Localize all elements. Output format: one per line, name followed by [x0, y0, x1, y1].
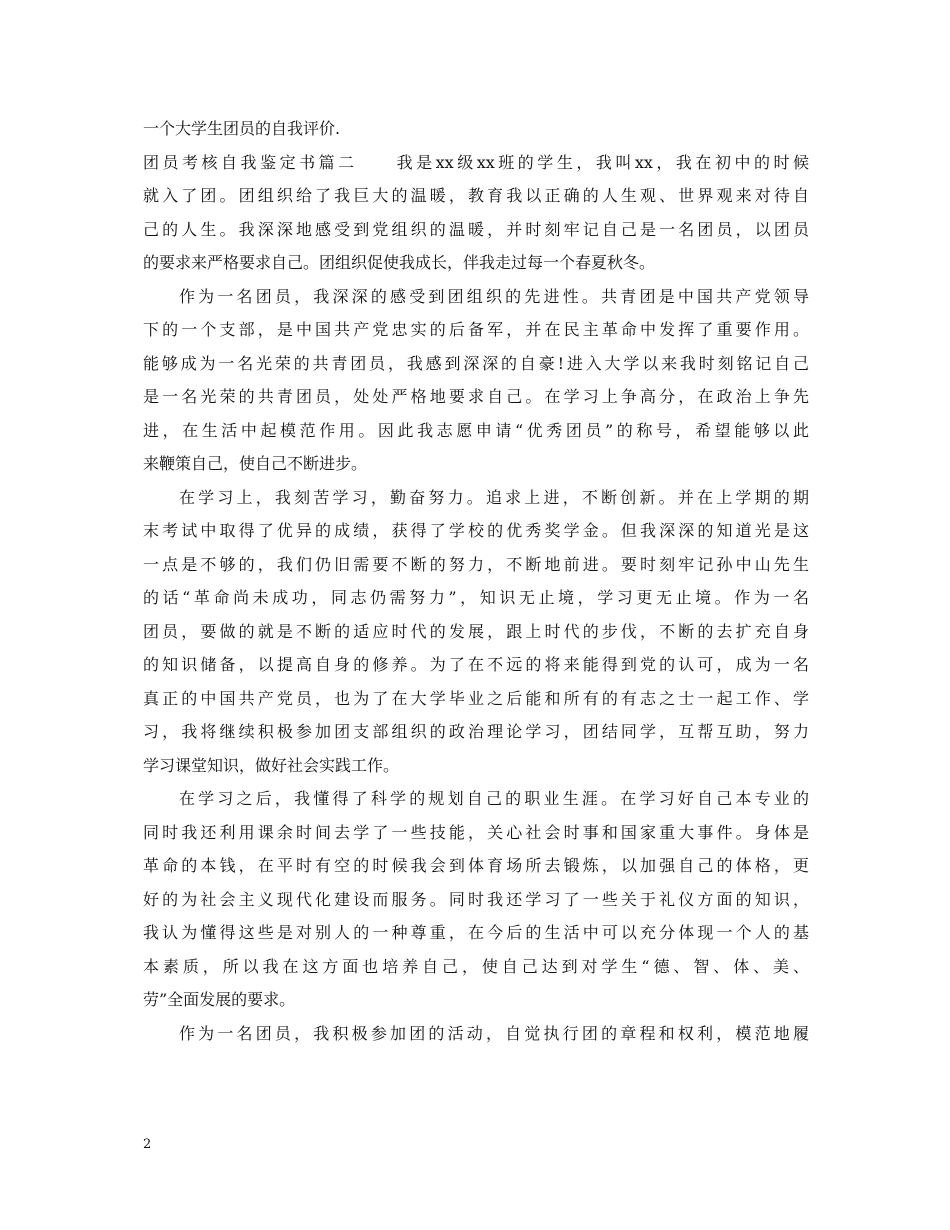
text-line: 己的人生。我深深地感受到党组织的温暖，并时刻牢记自己是一名团员，以团员 — [143, 220, 809, 239]
text-line: 团员考核自我鉴定书篇二 我是xx级xx班的学生，我叫xx，我在初中的时候 — [143, 153, 809, 172]
text-line: 作为一名团员，我深深的感受到团组织的先进性。共青团是中国共产党领导 — [179, 287, 809, 306]
text-line: 在学习之后，我懂得了科学的规划自己的职业生涯。在学习好自己本专业的 — [179, 789, 809, 808]
text-line: 末考试中取得了优异的成绩，获得了学校的优秀奖学金。但我深深的知道光是这 — [143, 521, 809, 540]
page-number: 2 — [143, 1137, 152, 1152]
text-line: 真正的中国共产党员，也为了在大学毕业之后能和所有的有志之士一起工作、学 — [143, 689, 809, 708]
text-line: 一个大学生团员的自我评价. — [143, 119, 341, 138]
text-line: 同时我还利用课余时间去学了一些技能，关心社会时事和国家重大事件。身体是 — [143, 823, 809, 842]
text-line: 革命的本钱，在平时有空的时候我会到体育场所去锻炼，以加强自己的体格，更 — [143, 856, 809, 875]
text-line: 习，我将继续积极参加团支部组织的政治理论学习，团结同学，互帮互助，努力 — [143, 722, 809, 741]
text-line: 作为一名团员，我积极参加团的活动，自觉执行团的章程和权利，模范地履 — [179, 1024, 809, 1043]
text-line: 就入了团。团组织给了我巨大的温暖，教育我以正确的人生观、世界观来对待自 — [143, 186, 809, 205]
text-line: 进，在生活中起模范作用。因此我志愿申请“优秀团员”的称号，希望能够以此 — [143, 421, 809, 440]
text-line: 团员，要做的就是不断的适应时代的发展，跟上时代的步伐，不断的去扩充自身 — [143, 622, 809, 641]
text-line: 我认为懂得这些是对别人的一种尊重，在今后的生活中可以充分体现一个人的基 — [143, 923, 809, 942]
text-line: 是一名光荣的共青团员，处处严格地要求自己。在学习上争高分，在政治上争先 — [143, 387, 809, 406]
text-line: 的知识储备，以提高自身的修养。为了在不远的将来能得到党的认可，成为一名 — [143, 655, 809, 674]
text-line: 学习课堂知识，做好社会实践工作。 — [143, 756, 400, 775]
text-line: 劳”全面发展的要求。 — [143, 990, 296, 1009]
text-line: 下的一个支部，是中国共产党忠实的后备军，并在民主革命中发挥了重要作用。 — [143, 320, 809, 339]
text-line: 在学习上，我刻苦学习，勤奋努力。追求上进，不断创新。并在上学期的期 — [179, 488, 809, 507]
text-line: 的话“革命尚未成功，同志仍需努力”，知识无止境，学习更无止境。作为一名 — [143, 588, 809, 607]
text-line: 的要求来严格要求自己。团组织促使我成长，伴我走过每一个春夏秋冬。 — [143, 253, 656, 272]
text-line: 本素质，所以我在这方面也培养自己，使自己达到对学生“德、智、体、美、 — [143, 957, 809, 976]
text-line: 一点是不够的，我们仍旧需要不断的努力，不断地前进。要时刻牢记孙中山先生 — [143, 555, 809, 574]
text-line: 能够成为一名光荣的共青团员，我感到深深的自豪!进入大学以来我时刻铭记自己 — [143, 354, 809, 373]
text-line: 来鞭策自己，使自己不断进步。 — [143, 454, 368, 473]
text-line: 好的为社会主义现代化建设而服务。同时我还学习了一些关于礼仪方面的知识， — [143, 890, 809, 909]
